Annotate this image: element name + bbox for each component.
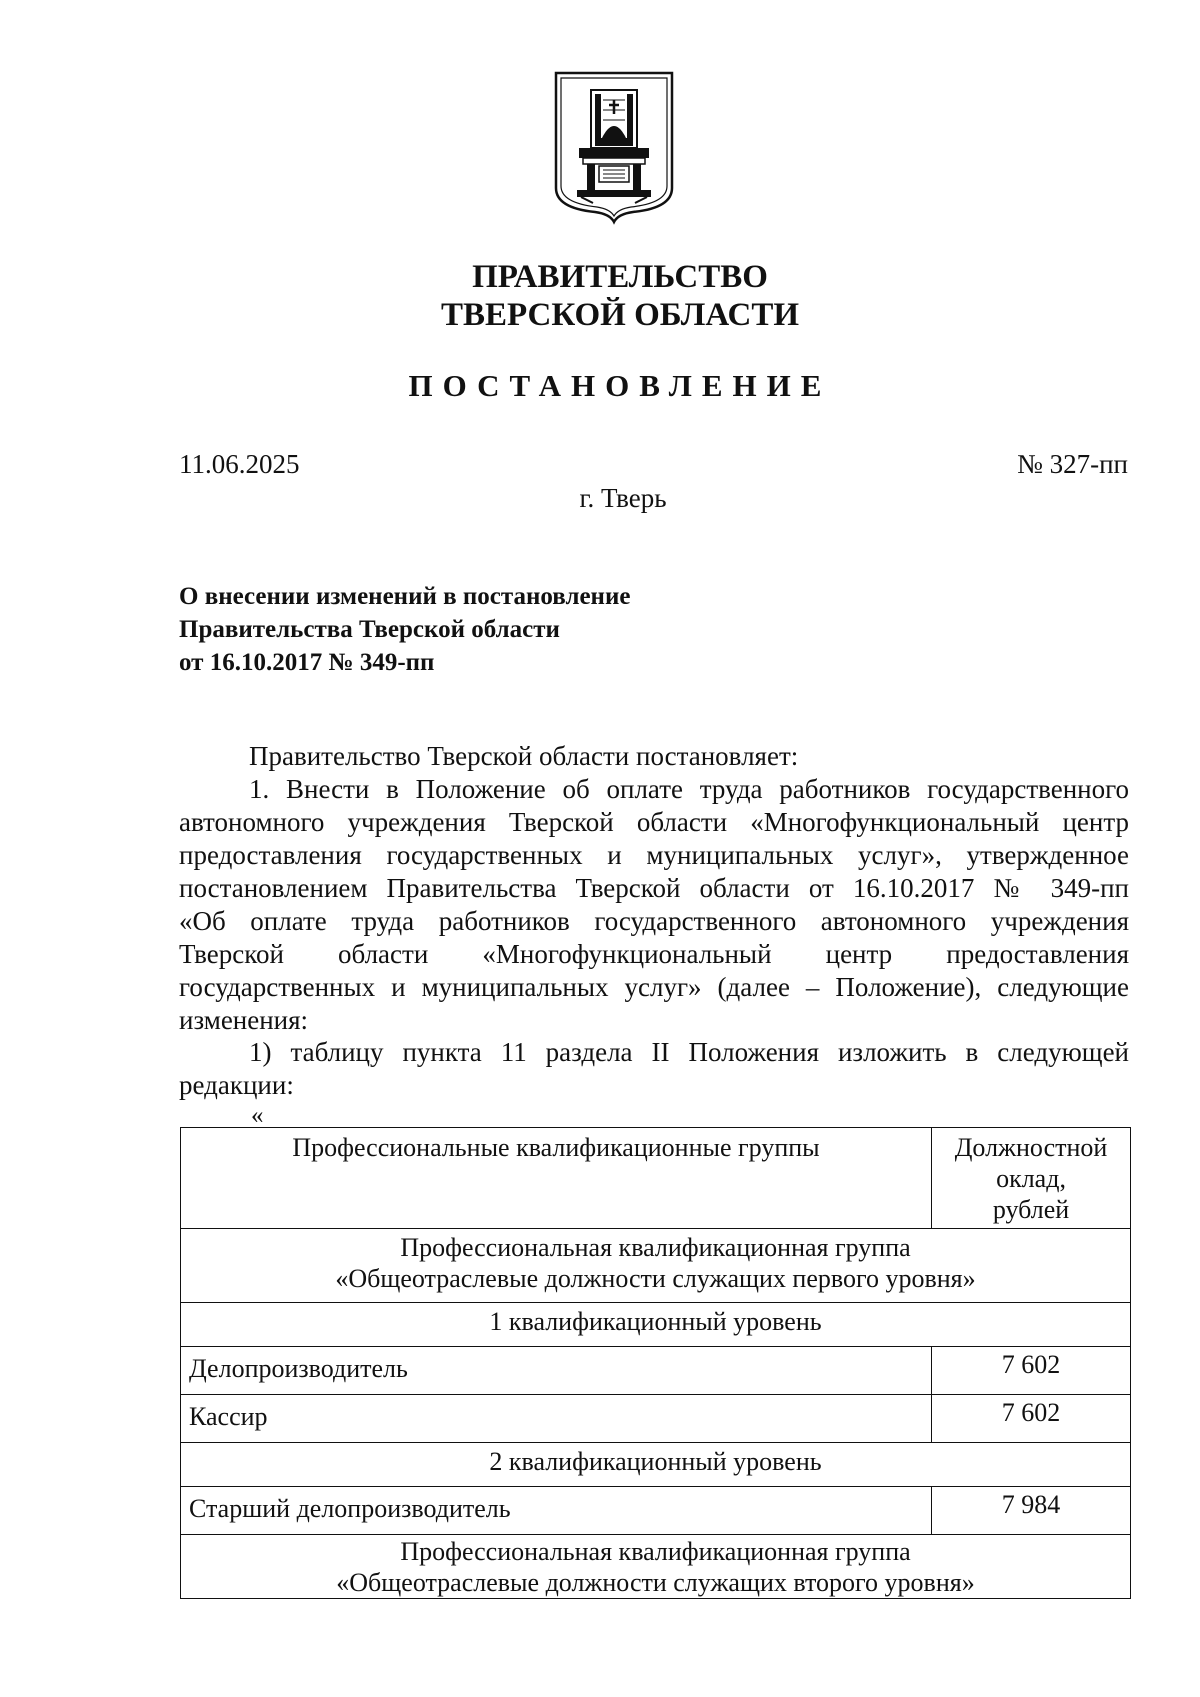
salary-value: 7 602	[932, 1347, 1131, 1395]
group-line: Профессиональная квалификационная группа	[400, 1537, 911, 1566]
level-heading: 2 квалификационный уровень	[181, 1443, 1131, 1487]
paragraph-line: Тверской области «Многофункциональный центр предоставления	[179, 939, 1129, 969]
paragraph-1	[179, 773, 1129, 1037]
table-header-groups: Профессиональные квалификационные группы	[181, 1128, 932, 1229]
document-city: г. Тверь	[579, 483, 667, 513]
group-heading	[181, 1535, 1131, 1599]
position-name: Делопроизводитель	[181, 1347, 932, 1395]
org-name-line1: ПРАВИТЕЛЬСТВО	[472, 259, 768, 295]
level-heading: 1 квалификационный уровень	[181, 1303, 1131, 1347]
paragraph-line: изменения:	[179, 1005, 309, 1035]
coat-of-arms-emblem	[553, 70, 675, 225]
table-row	[181, 1229, 1131, 1303]
subject-line: О внесении изменений в постановление	[179, 583, 631, 610]
paragraph-line: «Об оплате труда работников государственного автономного учреждения	[179, 906, 1129, 936]
paragraph-line: редакции:	[179, 1070, 294, 1100]
header-line: Должностной	[954, 1133, 1108, 1162]
paragraph-line: постановлением Правительства Тверской области от 16.10.2017 № 349-пп	[179, 873, 1129, 903]
paragraph-line: автономного учреждения Тверской области «Многофункциональный центр	[179, 807, 1129, 837]
subject-line: от 16.10.2017 № 349-пп	[179, 649, 435, 676]
header-line: рублей	[992, 1195, 1070, 1224]
document-date: 11.06.2025	[179, 449, 300, 479]
document-subject	[179, 580, 630, 679]
table-header-salary	[932, 1128, 1131, 1229]
paragraph-2	[179, 1036, 1129, 1102]
paragraph-line: предоставления государственных и муниципальных услуг», утвержденное	[179, 840, 1129, 870]
subject-line: Правительства Тверской области	[179, 616, 560, 643]
table-row	[181, 1535, 1131, 1599]
group-line: «Общеотраслевые должности служащих второго уровня»	[336, 1568, 975, 1597]
table-row	[181, 1395, 1131, 1443]
document-number: № 327-пп	[1017, 449, 1128, 479]
position-name: Кассир	[181, 1395, 932, 1443]
salary-value: 7 984	[932, 1487, 1131, 1535]
salary-value: 7 602	[932, 1395, 1131, 1443]
position-name: Старший делопроизводитель	[181, 1487, 932, 1535]
table-header-row	[181, 1128, 1131, 1229]
preamble: Правительство Тверской области постановляет:	[249, 741, 799, 771]
table-row	[181, 1487, 1131, 1535]
paragraph-line: 1. Внести в Положение об оплате труда работников государственного	[249, 774, 1129, 804]
group-line: «Общеотраслевые должности служащих первого уровня»	[335, 1264, 976, 1293]
paragraph-line: государственных и муниципальных услуг» (далее – Положение), следующие	[179, 972, 1129, 1002]
table-row	[181, 1347, 1131, 1395]
table-row	[181, 1303, 1131, 1347]
document-type: ПОСТАНОВЛЕНИЕ	[408, 368, 832, 403]
group-line: Профессиональная квалификационная группа	[400, 1233, 911, 1262]
org-name-line2: ТВЕРСКОЙ ОБЛАСТИ	[440, 297, 800, 333]
opening-quote: «	[251, 1102, 264, 1129]
group-heading	[181, 1229, 1131, 1303]
paragraph-line: 1) таблицу пункта 11 раздела II Положения изложить в следующей	[249, 1037, 1129, 1067]
header-line: оклад,	[996, 1164, 1066, 1193]
salary-table	[180, 1127, 1131, 1599]
table-row	[181, 1443, 1131, 1487]
